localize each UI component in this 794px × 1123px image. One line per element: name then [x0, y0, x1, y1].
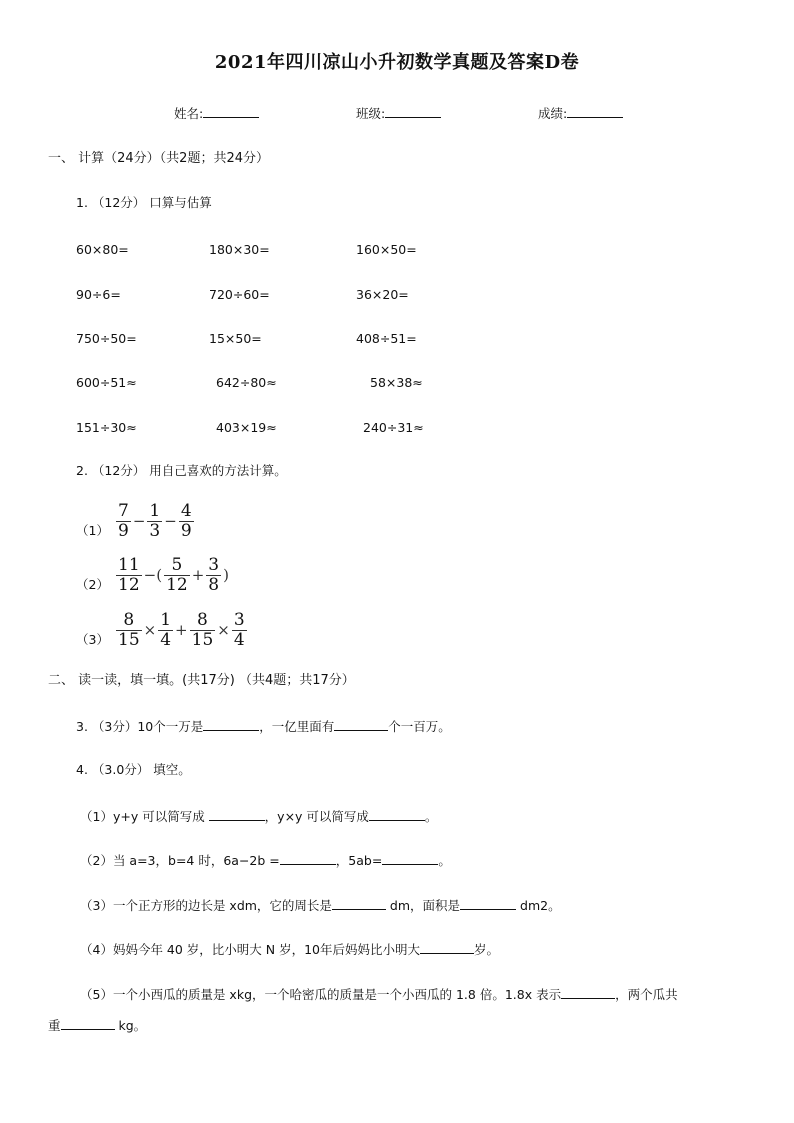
sub-label: （4）	[80, 942, 113, 957]
q4-sub-2	[80, 853, 451, 868]
q1-cell: 180×30=	[209, 242, 270, 257]
sub-text: 重	[48, 1018, 61, 1033]
name-field	[174, 106, 259, 121]
operator: ×	[217, 621, 230, 639]
fraction: $\frac{3}{4}$	[233, 610, 245, 650]
score-blank[interactable]	[567, 106, 623, 118]
answer-blank[interactable]	[280, 853, 336, 865]
q1-cell: 750÷50=	[76, 331, 137, 346]
q1-cell: 408÷51=	[356, 331, 417, 346]
q1-heading: 1. （12分） 口算与估算	[76, 195, 212, 210]
sub-text: y+y 可以简写成	[112, 809, 209, 824]
fraction: $\frac{8}{15}$	[191, 610, 214, 650]
sub-text: 。	[438, 853, 451, 868]
q2-item-1-label: （1）	[76, 523, 109, 538]
sub-text: ，5ab=	[335, 853, 383, 868]
sub-text: 一个正方形的边长是 xdm，它的周长是	[112, 898, 332, 913]
q1-cell: 240÷31≈	[363, 420, 424, 435]
answer-blank[interactable]	[420, 942, 474, 954]
sub-text: 。	[424, 809, 438, 824]
fraction: $\frac{5}{12}$	[166, 555, 188, 595]
q4-sub-5	[80, 987, 678, 1002]
q1-cell: 642÷80≈	[216, 375, 277, 390]
q2-item-2-expression	[116, 557, 231, 594]
fraction: $\frac{11}{12}$	[118, 555, 140, 595]
fraction: $\frac{3}{8}$	[208, 555, 220, 595]
fraction: $\frac{4}{9}$	[180, 501, 192, 541]
q4-sub-4	[80, 942, 499, 957]
q1-cell: 58×38≈	[370, 375, 423, 390]
sub-text: 当 a=3，b=4 时，6a−2b =	[112, 853, 280, 868]
name-label: 姓名:	[174, 106, 204, 121]
answer-blank[interactable]	[203, 719, 259, 731]
q1-cell: 90÷6=	[76, 287, 121, 302]
operator: )	[223, 566, 229, 584]
sub-text: dm，面积是	[385, 898, 461, 913]
sub-text: 岁。	[474, 942, 500, 957]
q1-cell: 600÷51≈	[76, 375, 137, 390]
q2-item-2-label: （2）	[76, 577, 109, 592]
sub-text: dm2。	[516, 898, 561, 913]
name-blank[interactable]	[203, 106, 259, 118]
q3-line	[76, 719, 451, 734]
q3-text: ，一亿里面有	[259, 719, 335, 734]
sub-label: （2）	[80, 853, 113, 868]
q2-item-3-expression	[116, 612, 247, 649]
q3-text: 个一百万。	[388, 719, 451, 734]
score-label: 成绩:	[538, 106, 568, 121]
answer-blank[interactable]	[209, 809, 265, 821]
section-2-heading: 二、 读一读，填一填。(共17分) （共4题；共17分）	[48, 673, 355, 688]
q4-heading: 4. （3.0分） 填空。	[76, 762, 191, 777]
fraction: $\frac{1}{3}$	[149, 501, 161, 541]
sub-label: （1）	[80, 809, 113, 824]
q4-sub-5-continued	[48, 1018, 146, 1033]
q1-cell: 160×50=	[356, 242, 417, 257]
page-title: 2021年四川凉山小升初数学真题及答案D卷	[214, 52, 580, 73]
sub-label: （3）	[80, 898, 113, 913]
answer-blank[interactable]	[460, 898, 516, 910]
q1-cell: 15×50=	[209, 331, 262, 346]
answer-blank[interactable]	[332, 898, 386, 910]
sub-text: 一个小西瓜的质量是 xkg，一个哈密瓜的质量是一个小西瓜的 1.8 倍。1.8x 表示	[112, 987, 562, 1002]
q4-sub-1	[80, 809, 437, 824]
q3-text: 3. （3分）10个一万是	[76, 719, 204, 734]
operator: −(	[143, 566, 163, 584]
operator: +	[191, 566, 205, 584]
sub-text: ，两个瓜共	[615, 987, 678, 1002]
q1-cell: 151÷30≈	[76, 420, 137, 435]
q1-cell: 403×19≈	[216, 420, 277, 435]
class-field	[356, 106, 441, 121]
answer-blank[interactable]	[61, 1018, 115, 1030]
answer-blank[interactable]	[334, 719, 388, 731]
q2-heading: 2. （12分） 用自己喜欢的方法计算。	[76, 463, 287, 478]
q2-item-3-label: （3）	[76, 632, 109, 647]
operator: +	[175, 621, 188, 639]
q2-item-1-expression	[116, 503, 194, 540]
sub-text: kg。	[114, 1018, 147, 1033]
fraction: $\frac{8}{15}$	[118, 610, 140, 650]
q1-cell: 720÷60=	[209, 287, 270, 302]
answer-blank[interactable]	[369, 809, 425, 821]
operator: ×	[143, 621, 157, 639]
answer-blank[interactable]	[561, 987, 615, 999]
score-field	[538, 106, 623, 121]
sub-text: ，y×y 可以简写成	[264, 809, 369, 824]
q1-cell: 36×20=	[356, 287, 409, 302]
operator: −	[132, 512, 146, 530]
class-label: 班级:	[356, 106, 386, 121]
class-blank[interactable]	[385, 106, 441, 118]
answer-blank[interactable]	[382, 853, 438, 865]
fraction: $\frac{1}{4}$	[160, 610, 172, 650]
operator: −	[164, 512, 177, 530]
fraction: $\frac{7}{9}$	[118, 501, 129, 541]
q4-sub-3	[80, 898, 561, 913]
section-1-heading: 一、 计算（24分）（共2题；共24分）	[48, 151, 269, 166]
sub-label: （5）	[80, 987, 113, 1002]
sub-text: 妈妈今年 40 岁，比小明大 N 岁，10年后妈妈比小明大	[112, 942, 421, 957]
q1-cell: 60×80=	[76, 242, 129, 257]
